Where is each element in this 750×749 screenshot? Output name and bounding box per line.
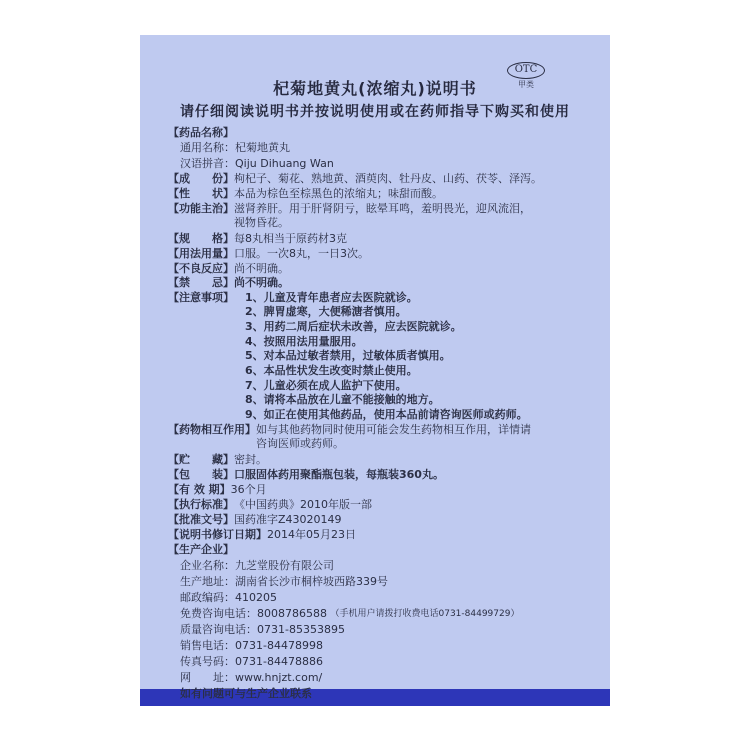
quality-label: 质量咨询电话： <box>180 623 257 636</box>
revision-value: 2014年05月23日 <box>267 528 356 541</box>
precaution-item-5: 5、对本品过敏者禁用，过敏体质者慎用。 <box>245 349 451 362</box>
fax-label: 传真号码： <box>180 655 235 668</box>
website-value: www.hnjzt.com/ <box>235 671 323 684</box>
hotline-row <box>180 607 519 621</box>
postcode-row <box>180 591 277 605</box>
precaution-item-9: 9、如正在使用其他药品，使用本品前请咨询医师或药师。 <box>245 408 528 421</box>
precaution-item-4: 4、按照用法用量服用。 <box>245 335 363 348</box>
precautions-label: 【注意事项】 <box>168 291 234 304</box>
appearance-label: 【性 状】 <box>168 187 234 200</box>
address-label: 生产地址： <box>180 575 235 588</box>
company-value: 九芝堂股份有限公司 <box>235 559 334 572</box>
approval-label: 【批准文号】 <box>168 513 234 526</box>
quality-value: 0731-85353895 <box>257 623 345 636</box>
precaution-item-2: 2、脾胃虚寒，大便稀溏者慎用。 <box>245 305 407 318</box>
precaution-item-8: 8、请将本品放在儿童不能接触的地方。 <box>245 393 440 406</box>
approval-value: 国药准字Z43020149 <box>234 513 342 526</box>
precaution-item-7: 7、儿童必须在成人监护下使用。 <box>245 379 407 392</box>
postcode-label: 邮政编码： <box>180 591 235 604</box>
precaution-item-3: 3、用药二周后症状未改善，应去医院就诊。 <box>245 320 462 333</box>
manufacturer-label: 【生产企业】 <box>168 543 234 556</box>
ingredients-label: 【成 份】 <box>168 172 234 185</box>
validity-row <box>168 483 267 497</box>
address-row <box>180 575 388 589</box>
company-label: 企业名称： <box>180 559 235 572</box>
interaction-row <box>168 423 531 451</box>
hotline-value: 8008786588 <box>257 607 327 620</box>
standard-row <box>168 498 372 512</box>
package-label: 【包 装】 <box>168 468 234 481</box>
revision-row <box>168 528 356 542</box>
ingredients-row <box>168 172 542 186</box>
indications-line-2: 视物昏花。 <box>234 216 289 229</box>
interaction-line-2: 咨询医师或药师。 <box>256 437 344 450</box>
quality-row <box>180 623 345 637</box>
sales-label: 销售电话： <box>180 639 235 652</box>
drug-name-section <box>168 126 234 140</box>
common-name-row <box>180 141 290 155</box>
pinyin-row <box>180 157 334 171</box>
storage-label: 【贮 藏】 <box>168 453 234 466</box>
drug-name-label: 【药品名称】 <box>168 126 234 139</box>
approval-row <box>168 513 342 527</box>
standard-value: 《中国药典》2010年版一部 <box>234 498 372 511</box>
otc-mark: OTC <box>507 62 545 79</box>
page-title: 杞菊地黄丸(浓缩丸)说明书 <box>273 79 477 98</box>
precautions-row <box>168 291 234 305</box>
dosage-row <box>168 247 369 261</box>
validity-label: 【有 效 期】 <box>168 483 231 496</box>
spec-value: 每8丸相当于原药材3克 <box>234 232 347 245</box>
fax-value: 0731-84478886 <box>235 655 323 668</box>
appearance-value: 本品为棕色至棕黑色的浓缩丸；味甜而酸。 <box>234 187 443 200</box>
contact-footer: 如有问题可与生产企业联系 <box>180 687 312 700</box>
dosage-label: 【用法用量】 <box>168 247 234 260</box>
otc-class-label: 甲类 <box>518 80 534 89</box>
standard-label: 【执行标准】 <box>168 498 234 511</box>
manufacturer-section <box>168 543 234 557</box>
website-label: 网 址： <box>180 671 235 684</box>
contra-value: 尚不明确。 <box>234 276 289 289</box>
interaction-label: 【药物相互作用】 <box>168 423 256 436</box>
storage-value: 密封。 <box>234 453 267 466</box>
ingredients-value: 枸杞子、菊花、熟地黄、酒萸肉、牡丹皮、山药、茯苓、泽泻。 <box>234 172 542 185</box>
contra-row <box>168 276 289 290</box>
adverse-value: 尚不明确。 <box>234 262 289 275</box>
postcode-value: 410205 <box>235 591 277 604</box>
storage-row <box>168 453 267 467</box>
website-row <box>180 671 322 685</box>
hotline-label: 免费咨询电话： <box>180 607 257 620</box>
hotline-note: （手机用户请拨打收费电话0731-84499729） <box>330 609 520 619</box>
indications-line-1: 滋肾养肝。用于肝肾阴亏，眩晕耳鸣，羞明畏光，迎风流泪， <box>234 202 531 215</box>
sales-row <box>180 639 323 653</box>
spec-row <box>168 232 347 246</box>
common-name-value: 杞菊地黄丸 <box>235 141 290 154</box>
fax-row <box>180 655 323 669</box>
address-value: 湖南省长沙市桐梓坡西路339号 <box>235 575 388 588</box>
package-value: 口服固体药用聚酯瓶包装，每瓶装360丸。 <box>234 468 444 481</box>
indications-value <box>234 202 531 230</box>
sales-value: 0731-84478998 <box>235 639 323 652</box>
contra-label: 【禁 忌】 <box>168 276 234 289</box>
interaction-value <box>256 423 531 451</box>
company-row <box>180 559 334 573</box>
page-subtitle: 请仔细阅读说明书并按说明使用或在药师指导下购买和使用 <box>180 104 570 120</box>
otc-badge <box>507 62 547 90</box>
pinyin-label: 汉语拼音： <box>180 157 235 170</box>
precaution-item-6: 6、本品性状发生改变时禁止使用。 <box>245 364 418 377</box>
validity-value: 36个月 <box>230 483 267 496</box>
adverse-row <box>168 262 289 276</box>
revision-label: 【说明书修订日期】 <box>168 528 267 541</box>
adverse-label: 【不良反应】 <box>168 262 234 275</box>
interaction-line-1: 如与其他药物同时使用可能会发生药物相互作用，详情请 <box>256 423 531 436</box>
indications-label: 【功能主治】 <box>168 202 234 215</box>
common-name-label: 通用名称： <box>180 141 235 154</box>
pinyin-value: Qiju Dihuang Wan <box>235 157 334 170</box>
indications-row <box>168 202 531 230</box>
appearance-row <box>168 187 443 201</box>
precaution-item-1: 1、儿童及青年患者应去医院就诊。 <box>245 291 418 304</box>
package-row <box>168 468 444 482</box>
dosage-value: 口服。一次8丸，一日3次。 <box>234 247 369 260</box>
spec-label: 【规 格】 <box>168 232 234 245</box>
